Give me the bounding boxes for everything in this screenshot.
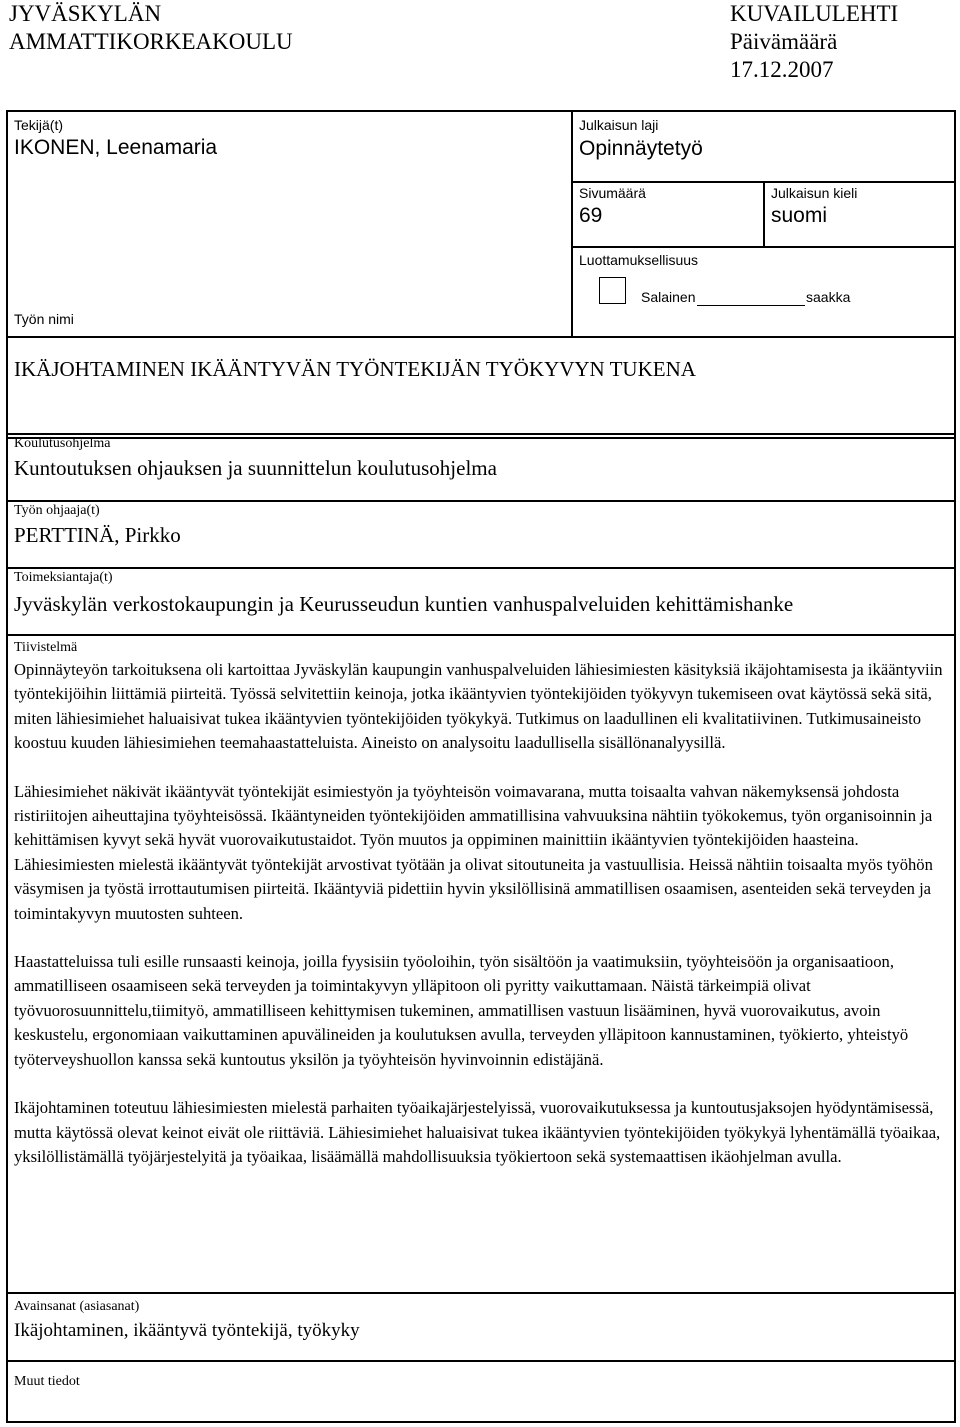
abstract-body xyxy=(14,658,944,1169)
pages-label: Sivumäärä xyxy=(579,185,646,201)
divider-horizontal-title xyxy=(6,336,956,338)
supervisor-value: PERTTINÄ, Pirkko xyxy=(14,523,181,547)
institution-line-2: AMMATTIKORKEAKOULU xyxy=(9,29,293,54)
title-label: Työn nimi xyxy=(14,311,74,327)
date-value: 17.12.2007 xyxy=(730,57,834,82)
pages-value: 69 xyxy=(579,204,603,227)
document-header-right xyxy=(730,0,898,84)
commissioner-value: Jyväskylän verkostokaupungin ja Keurusseudun kuntien vanhuspalveluiden kehittämishanke xyxy=(14,592,794,616)
language-label: Julkaisun kieli xyxy=(771,185,858,201)
commissioner-label: Toimeksiantaja(t) xyxy=(14,570,113,585)
other-info-label: Muut tiedot xyxy=(14,1374,80,1389)
commissioner-box xyxy=(6,567,956,636)
divider-vertical-main xyxy=(571,110,573,338)
keywords-box xyxy=(6,1292,956,1362)
institution-line-1: JYVÄSKYLÄN xyxy=(9,1,162,26)
other-info-box xyxy=(6,1360,956,1423)
secret-until-underline xyxy=(697,305,805,306)
divider-vertical-language xyxy=(763,181,765,248)
author-value: IKONEN, Leenamaria xyxy=(14,136,218,159)
language-value: suomi xyxy=(771,204,828,227)
abstract-box xyxy=(6,634,956,1294)
keywords-value: Ikäjohtaminen, ikääntyvä työntekijä, työkyky xyxy=(14,1320,360,1341)
keywords-label: Avainsanat (asiasanat) xyxy=(14,1299,140,1314)
supervisor-label: Työn ohjaaja(t) xyxy=(14,503,100,518)
secret-checkbox[interactable] xyxy=(599,277,626,304)
abstract-paragraph-4: Ikäjohtaminen toteutuu lähiesimiesten mielestä parhaiten työaikajärjestelyissä, vuorovaikutuksessa ja kuntoutusjaksojen hyödyntämisessä, mutta käytössä olevat keinot eivät ole riittäviä. Lähiesimiehet haluaisivat tukea ikääntyvien työntekijöiden työkykyä lyhentämällä työaikaa, yksilöllistämällä työjärjestelyitä ja työaikaa, lisäämällä mahdollisuuksia työkiertoon sekä systemaattisen ikäohjelman avulla. xyxy=(14,1098,941,1166)
program-value: Kuntoutuksen ohjauksen ja suunnittelun koulutusohjelma xyxy=(14,456,497,480)
title-value: IKÄJOHTAMINEN IKÄÄNTYVÄN TYÖNTEKIJÄN TYÖKYVYN TUKENA xyxy=(14,357,696,381)
supervisor-box xyxy=(6,500,956,569)
abstract-paragraph-3: Haastatteluissa tuli esille runsaasti keinoja, joilla fyysisiin työoloihin, työn sisältöön ja vaatimuksiin, työyhteisöön ja organisaatioon, ammatilliseen osaamiseen sekä terveyden ja toimintakyvyn ylläpitoon oli pyritty vaikuttamaan. Näistä tärkeimpiä olivat työvuorosuunnittelu,tiimityö, ammatilliseen kehittymisen tukeminen, ammatillisen vastuun lisääminen, hyvä vuorovaikutus, avoin keskustelu, ergonomiaan vaikuttaminen apuvälineiden ja koulutuksen avulla, terveyden ylläpitoon kannustaminen, työkierto, yhteistyö työterveyshuollon kanssa sekä kuntoutus yksilön ja työyhteisön hyvinvoinnin edistäjänä. xyxy=(14,952,909,1069)
abstract-paragraph-2: Lähiesimiehet näkivät ikääntyvät työntekijät esimiestyön ja työyhteisön voimavarana, mutta toisaalta vahvan näkemyksensä johdosta ristiriitojen aiheuttajina työyhteisössä. Ikääntyneiden työntekijöiden ammatillisina vahvuuksina nähtiin työkokemus, työn organisoinnin ja kehittämisen kyvyt sekä hyvät vuorovaikutustaidot. Työn muutos ja oppiminen mainittiin ikääntyvien työntekijöiden haasteina. Lähiesimiesten mielestä ikääntyvät työntekijät arvostivat työtään ja olivat sitoutuneita ja vastuullisia. Heissä nähtiin toisaalta myös työhön väsymisen ja työstä irrottautumisen piirteitä. Ikääntyviä pidettiin hyvin yksilöllisinä ammatillisen osaamisen, asenteiden sekä terveyden ja toimintakyvyn muutosten suhteen. xyxy=(14,781,933,923)
confidentiality-label: Luottamuksellisuus xyxy=(579,252,699,268)
program-label: Koulutusohjelma xyxy=(14,436,111,451)
until-label: saakka xyxy=(806,289,851,305)
abstract-label: Tiivistelmä xyxy=(14,640,78,655)
publication-type-value: Opinnäytetyö xyxy=(579,137,703,160)
divider-horizontal-2 xyxy=(571,246,956,248)
date-label: Päivämäärä xyxy=(730,29,838,54)
institution-name xyxy=(9,0,293,56)
document-type: KUVAILULEHTI xyxy=(730,1,899,26)
publication-type-label: Julkaisun laji xyxy=(579,117,659,133)
abstract-paragraph-1: Opinnäyteyön tarkoituksena oli kartoittaa Jyväskylän kaupungin vanhuspalveluiden lähiesimiesten käsityksiä ikäjohtamisesta ja ikääntyviin työntekijöihin liittämiä piirteitä. Työssä selvitettiin keinoja, jotka ikääntyvien työntekijöiden työkyvyn tukemiseen ovat käytössä sekä sitä, miten lähiesimiehet haluaisivat tukea ikääntyvien työntekijöiden työkykyä. Tutkimus on laadullinen eli kvalitatiivinen. Tutkimusaineisto koostuu kuuden lähiesimiehen teemahaastatteluista. Aineisto on analysoitu laadullisella sisällönanalyysillä. xyxy=(14,660,943,753)
author-label: Tekijä(t) xyxy=(14,117,64,133)
program-box xyxy=(6,433,956,502)
secret-label: Salainen xyxy=(641,289,696,305)
